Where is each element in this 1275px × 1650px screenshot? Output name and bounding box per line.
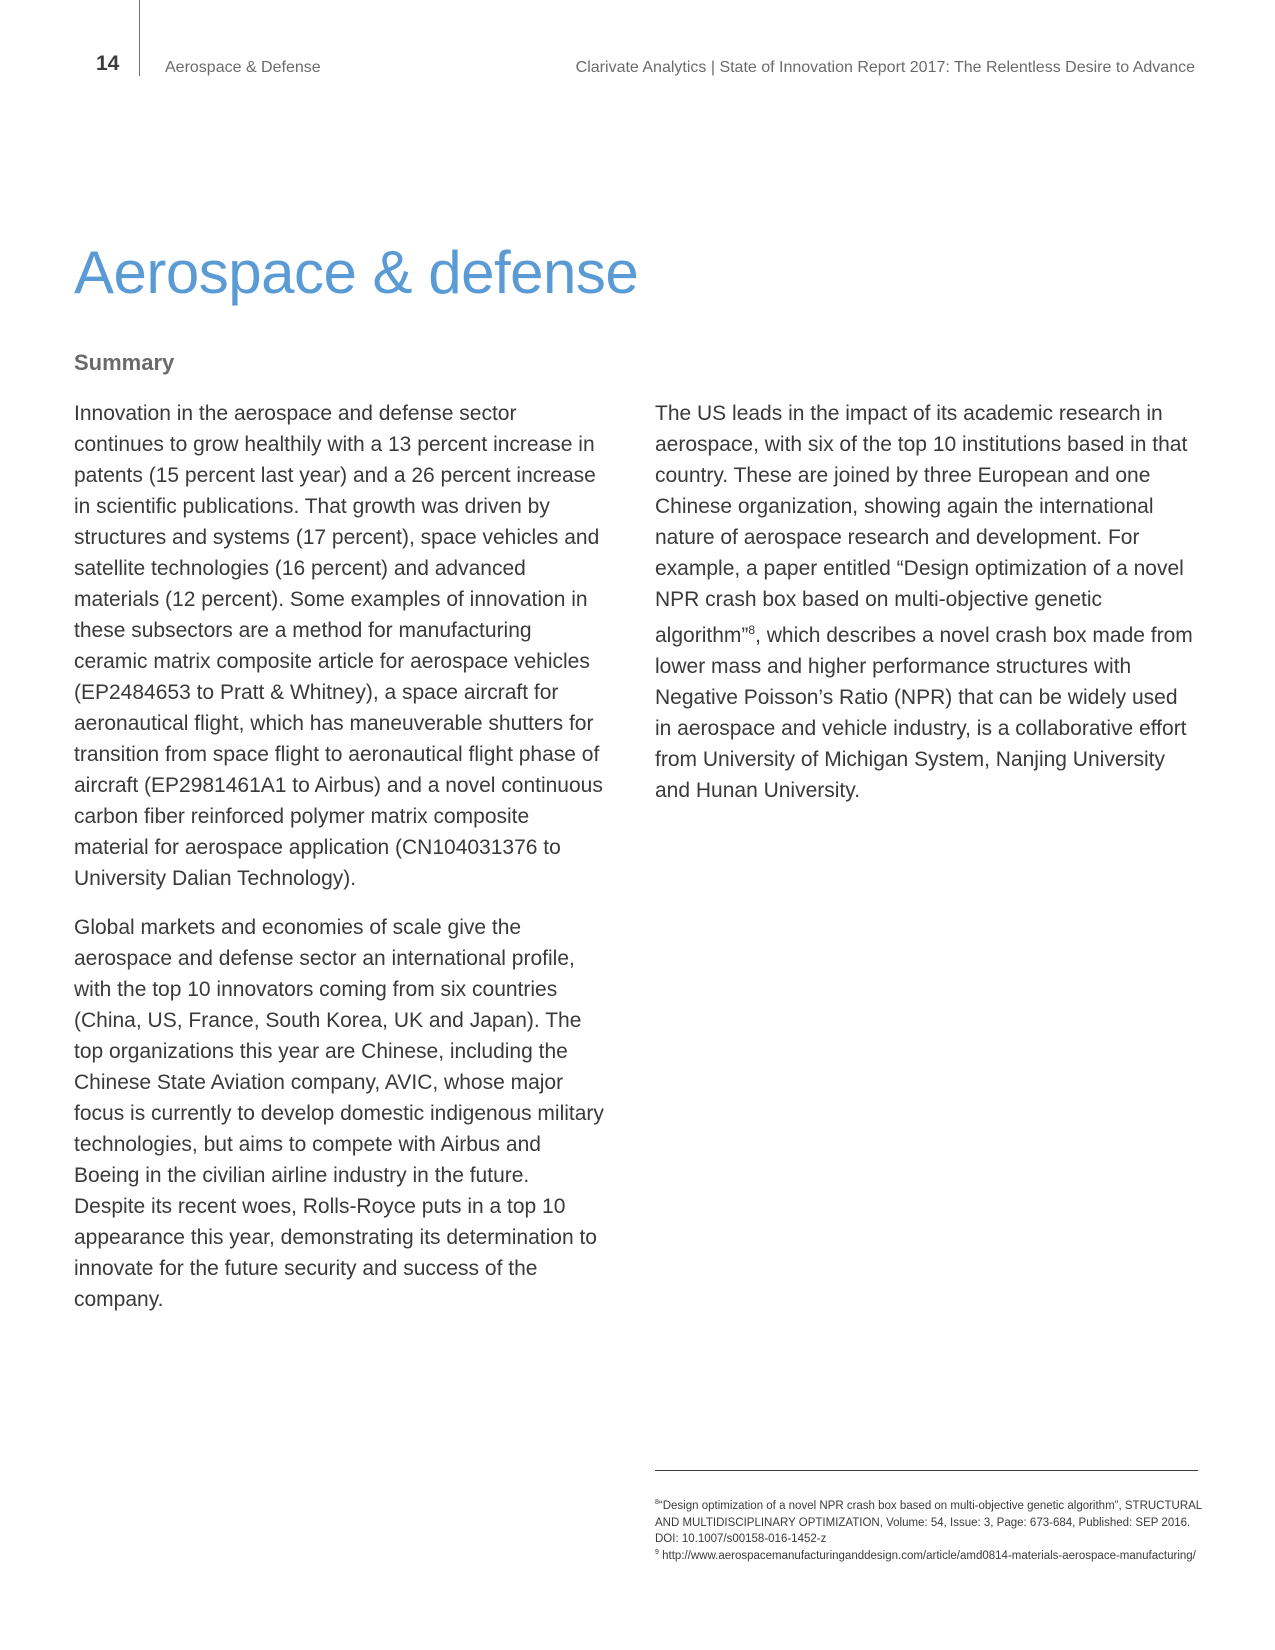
footnote-link[interactable]: http://www.aerospacemanufacturinganddesign.com/article/amd0814-materials-aerospace-manufacturing/ [662,1549,1196,1562]
header-section-label: Aerospace & Defense [165,59,321,76]
footnote-number: 9 [655,1548,659,1556]
paragraph-text: The US leads in the impact of its academic research in aerospace, with six of the top 10 institutions based in that country. These are joined by three European and one Chinese organization, showing again the international nature of aerospace research and development. For example, a paper entitled “Design optimization of a novel NPR crash box based on multi-objective genetic algorithm” [655,402,1188,647]
paragraph-text: , which describes a novel crash box made from lower mass and higher performance structures with Negative Poisson’s Ratio (NPR) that can be widely used in aerospace and vehicle industry, is a collaborative effort from University of Michigan System, Nanjing University and Hunan University. [655,624,1193,802]
header-report-title: Clarivate Analytics | State of Innovation Report 2017: The Relentless Desire to Advance [575,59,1195,76]
body-paragraph [655,398,1195,806]
header-divider [139,0,140,76]
footnote [655,1498,1215,1548]
body-paragraph: Innovation in the aerospace and defense sector continues to grow healthily with a 13 percent increase in patents (15 percent last year) and a 26 percent increase in scientific publications. That growth was driven by structures and systems (17 percent), space vehicles and satellite technologies (16 percent) and advanced materials (12 percent). Some examples of innovation in these subsectors are a method for manufacturing ceramic matrix composite article for aerospace vehicles (EP2484653 to Pratt & Whitney), a space aircraft for aeronautical flight, which has maneuverable shutters for transition from space flight to aeronautical flight phase of aircraft (EP2981461A1 to Airbus) and a novel continuous carbon fiber reinforced polymer matrix composite material for aerospace application (CN104031376 to University Dalian Technology). [74,402,603,890]
body-column-right [655,398,1195,824]
page-number: 14 [96,52,120,75]
footnote-divider [655,1470,1198,1471]
footnote-text: “Design optimization of a novel NPR crash box based on multi-objective genetic algorithm”, STRUCTURAL AND MULTIDISCIPLINARY OPTIMIZATION, Volume: 54, Issue: 3, Page: 673-684, Published: SEP 2016. DOI: 10.1007/s00158-016-1452-z [655,1500,1202,1545]
page-title: Aerospace & defense [74,239,639,306]
footnote-reference: 8 [748,623,756,637]
footnote-number: 8 [655,1499,659,1507]
footnotes [655,1498,1215,1564]
summary-heading: Summary [74,350,175,375]
footnote [655,1548,1215,1565]
body-column-left [74,398,606,1333]
body-paragraph: Global markets and economies of scale give the aerospace and defense sector an international profile, with the top 10 innovators coming from six countries (China, US, France, South Korea, UK and Japan). The top organizations this year are Chinese, including the Chinese State Aviation company, AVIC, whose major focus is currently to develop domestic indigenous military technologies, but aims to compete with Airbus and Boeing in the civilian airline industry in the future. Despite its recent woes, Rolls-Royce puts in a top 10 appearance this year, demonstrating its determination to innovate for the future security and success of the company. [74,916,604,1311]
